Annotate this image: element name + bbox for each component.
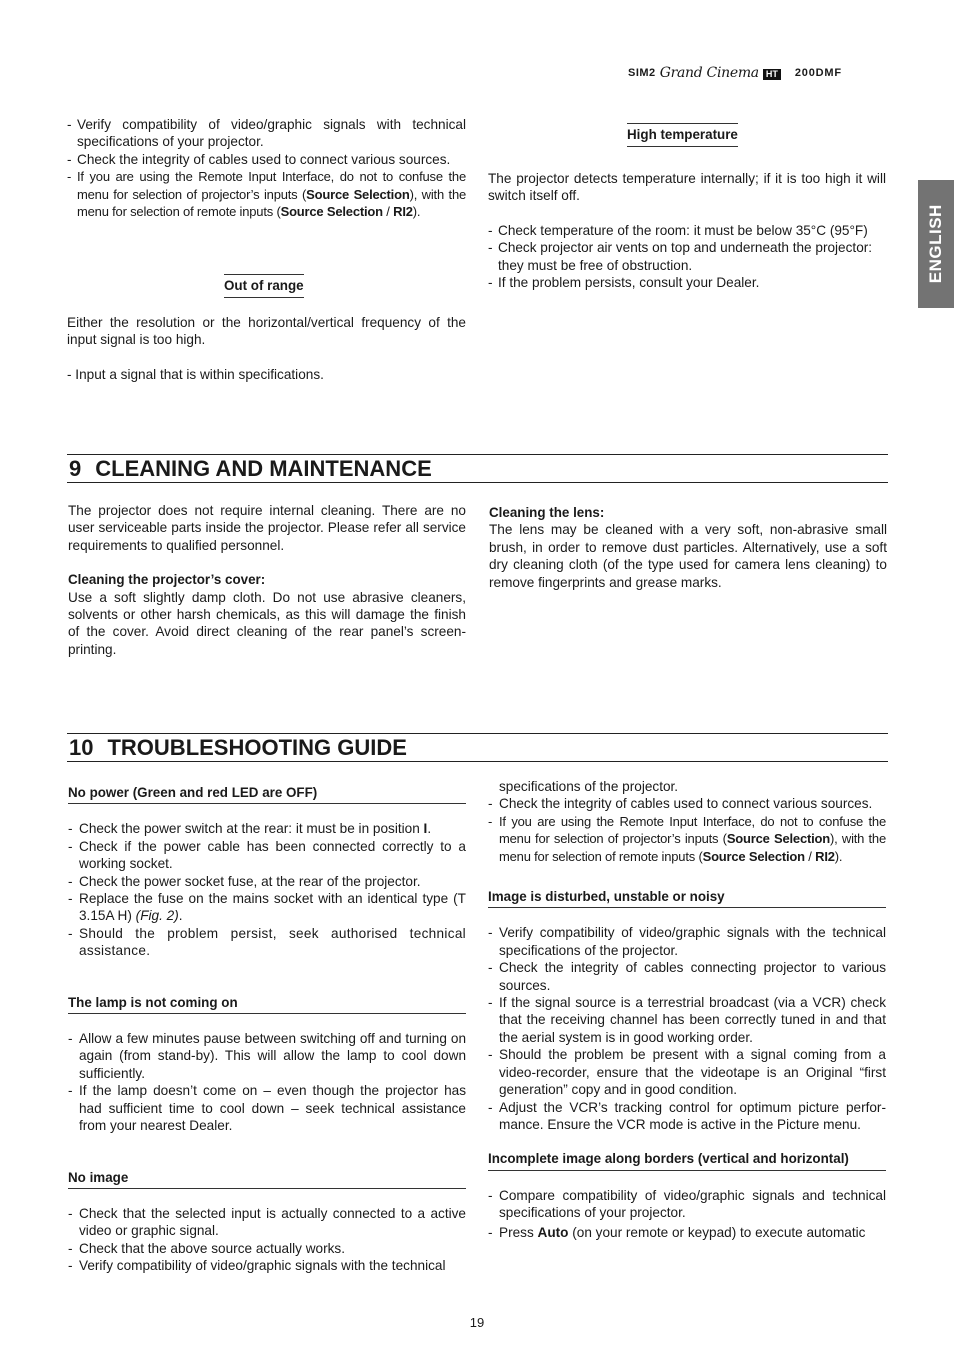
list-item: - Check if the power cable has been connected correctly to a working socket. [68,838,466,873]
section-10-title: 10 TROUBLESHOOTING GUIDE [67,733,888,762]
list-item: - Press Auto (on your remote or keypad) to execute automatic [488,1224,886,1241]
high-temp-heading: High temperature [627,123,738,147]
list-item: - Check the power switch at the rear: it must be in position I. [68,820,466,837]
list-item: - Check the integrity of cables connecting projector to various sources. [488,959,886,994]
language-tab [918,180,954,308]
high-temp-heading-wrap [627,123,738,147]
list-item: - If the problem persists, consult your Dealer. [488,274,886,291]
high-temp-list [488,222,886,292]
list-item: - If you are using the Remote Input Interface, do not to confuse the menu for selection of projector’s inputs (Source Selection), with the menu for selection of remote inputs (Source Selection / RI2). [67,168,466,220]
out-of-range-heading: Out of range [224,274,304,298]
language-label: ENGLISH [926,204,946,284]
high-temp-intro: The projector detects temperature internally; if it is too high it will switch itself off. [488,171,886,204]
list-item: - Replace the fuse on the mains socket with an identical type (T 3.15A H) (Fig. 2). [68,890,466,925]
list-item: - Allow a few minutes pause between switching off and turning on again (from stand-by). This will allow the lamp to cool down sufficiently. [68,1030,466,1082]
cover-text: Use a soft slightly damp cloth. Do not use abrasive cleaners, solvents or other harsh chemicals, as this will damage the finish of the cover. Avoid direct cleaning of the rear panel’s screen-printing. [68,589,466,657]
cleaning-intro: The projector does not require internal cleaning. There are no user serviceable parts inside the projector. Please refer all service requirements to qualified personnel. [68,503,466,553]
out-of-range-item: - Input a signal that is within specifications. [67,367,324,382]
list-item: - If the lamp doesn’t come on – even though the projector has had sufficient time to cool down – seek technical assistance from your nearest Dealer. [68,1082,466,1134]
list-item: - Check that the above source actually works. [68,1240,466,1257]
list-item: - If the signal source is a terrestrial broadcast (via a VCR) check that the receiving channel has been correctly tuned in and that the aerial system is in good working order. [488,994,886,1046]
list-item: - If you are using the Remote Input Interface, do not to confuse the menu for selection of projector’s inputs (Source Selection), with the menu for selection of remote inputs (Source Selection / RI2). [488,813,886,865]
lens-text: The lens may be cleaned with a very soft, non-abrasive small brush, in order to remove dust particles. Alternatively, use a soft dry cleaning cloth (of the type used for camera lens cleaning) to remove fingerprints and grease marks. [489,522,887,590]
list-item: - Check the integrity of cables used to connect various sources. [488,795,886,812]
list-item: - Check temperature of the room: it must be below 35°C (95°F) [488,222,886,239]
product-badge: HT [763,69,781,80]
list-item: - Verify compatibility of video/graphic signals with the technical [68,1257,466,1274]
section-9-left [68,502,466,658]
continued-text: specifications of the projector. [499,779,679,794]
list-item: - Check that the selected input is actually connected to a active video or graphic signal. [68,1205,466,1240]
troubleshooting-left [68,784,466,1275]
list-item: - Compare compatibility of video/graphic signals and technical specifications of your projector. [488,1187,886,1222]
section-9-title: 9 CLEANING AND MAINTENANCE [67,454,888,483]
out-of-range-heading-wrap [224,274,304,298]
list-item: - Check the power socket fuse, at the rear of the projector. [68,873,466,890]
disturbed-heading: Image is disturbed, unstable or noisy [488,888,886,908]
out-of-range-text: Either the resolution or the horizontal/vertical frequency of the input signal is too high. [67,315,466,348]
model-name: 200DMF [794,67,842,80]
list-item: - Should the problem persist, seek authorised technical assistance. [68,925,466,960]
troubleshooting-right [488,778,886,1241]
list-item: - Verify compatibility of video/graphic signals with the technical specifications of the projector. [488,924,886,959]
brand-name: SIM2 [628,67,656,80]
list-item: - Check projector air vents on top and underneath the projector: they must be free of obstruction. [488,239,886,274]
lens-heading: Cleaning the lens: [489,505,605,520]
list-item: - Adjust the VCR’s tracking control for optimum picture perfor-mance. Ensure the VCR mode is active in the Picture menu. [488,1099,886,1134]
cover-heading: Cleaning the projector’s cover: [68,572,266,588]
no-image-heading: No image [68,1169,466,1189]
list-item: - Should the problem be present with a signal coming from a video-recorder, ensure that the videotape is an Original “first generation” copy and in good condition. [488,1046,886,1098]
page-number: 19 [469,1315,485,1330]
list-item: - Verify compatibility of video/graphic signals with technical specifications of your projector. [67,116,466,151]
top-left-column [67,116,466,220]
lamp-heading: The lamp is not coming on [68,994,466,1014]
header-logo [628,66,842,82]
section-9-right [489,504,887,591]
product-name: Grand Cinema [659,65,759,82]
list-item: - Check the integrity of cables used to connect various sources. [67,151,466,168]
no-power-heading: No power (Green and red LED are OFF) [68,784,466,804]
incomplete-heading: Incomplete image along borders (vertical and horizontal) [488,1150,886,1170]
